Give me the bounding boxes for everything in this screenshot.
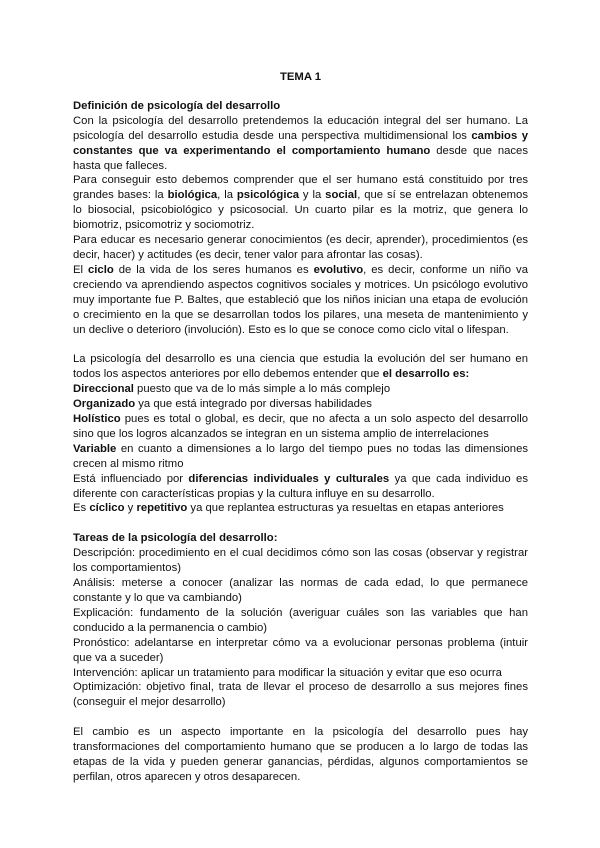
paragraph-bases: Para conseguir esto debemos comprender que el ser humano está constituido por tres grandes bases: la biológica, la psicológica y la social, que sí se entrelazan obtenemos lo biosocial, psicobiológico y psicosocial. Un cuarto pilar es la motriz, que genera lo biomotriz, psicomotriz y sociomotriz. [73, 174, 528, 232]
list-item: Variable en cuanto a dimensiones a lo largo del tiempo pues no todas las dimensiones crecen al mismo ritmo [73, 442, 528, 470]
paragraph-closing: El cambio es un aspecto importante en la psicología del desarrollo pues hay transformaciones del comportamiento humano que se producen a lo largo de todas las etapas de la vida y pueden generar ganancias, pérdidas, algunos comportamientos se perfilan, otros aparecen y otros desaparecen. [73, 726, 528, 783]
list-item: Direccional puesto que va de lo más simple a lo más complejo [73, 383, 391, 396]
paragraph-ciclo: El ciclo de la vida de los seres humanos es evolutivo, es decir, conforme un niño va creciendo va aprendiendo aspectos cognitivos sociales y motrices. Un psicólogo evolutivo muy importante fue P. Baltes, que estableció que los niños inician una etapa de evolución o crecimiento en la que se desarrollan todos los pilares, una meseta de mantenimiento y un declive o deterioro (involución). Esto es lo que se conoce como ciclo vital o lifespan. [73, 263, 528, 336]
task-item: Pronóstico: adelantarse en interpretar cómo va a evolucionar personas problema (intuir que va a suceder) [73, 636, 528, 664]
list-item: Organizado ya que está integrado por diversas habilidades [73, 398, 372, 411]
document-title: TEMA 1 [279, 71, 321, 83]
paragraph-ciencia: La psicología del desarrollo es una ciencia que estudia la evolución del ser humano en todos los aspectos anteriores por ello debemos entender que el desarrollo es: [73, 353, 528, 381]
list-item: Holístico pues es total o global, es decir, que no afecta a un solo aspecto del desarrollo sino que los logros alcanzados se integran en un sistema amplio de interrelaciones [73, 413, 528, 440]
paragraph-educar: Para educar es necesario generar conocimientos (es decir, aprender), procedimientos (es decir, hacer) y actitudes (es decir, tener valor para afrontar las cosas). [73, 234, 528, 261]
section-heading-tareas: Tareas de la psicología del desarrollo: [73, 532, 278, 545]
task-item: Explicación: fundamento de la solución (averiguar cuáles son las variables que han conducido a la permanencia o cambio) [73, 606, 528, 634]
task-item: Análisis: meterse a conocer (analizar las normas de cada edad, lo que permanece constante y lo que va cambiando) [73, 577, 528, 604]
section-heading-definicion: Definición de psicología del desarrollo [73, 99, 281, 112]
task-item: Intervención: aplicar un tratamiento para modificar la situación y evitar que eso ocurra [73, 666, 502, 679]
paragraph-ciclico: Es cíclico y repetitivo ya que replantea estructuras ya resueltas en etapas anteriores [73, 502, 504, 515]
task-item: Descripción: procedimiento en el cual decidimos cómo son las cosas (observar y registrar los comportamientos) [73, 547, 528, 575]
document-page [73, 70, 528, 785]
paragraph-intro: Con la psicología del desarrollo pretendemos la educación integral del ser humano. La psicología del desarrollo estudia desde una perspectiva multidimensional los cambios y constantes que va experimentando el comportamiento humano desde que naces hasta que falleces. [73, 114, 528, 172]
paragraph-influenciado: Está influenciado por diferencias individuales y culturales ya que cada individuo es diferente con características propias y la cultura influye en su desarrollo. [73, 472, 528, 500]
task-item: Optimización: objetivo final, trata de llevar el proceso de desarrollo a sus mejores fines (conseguir el mejor desarrollo) [73, 681, 528, 709]
